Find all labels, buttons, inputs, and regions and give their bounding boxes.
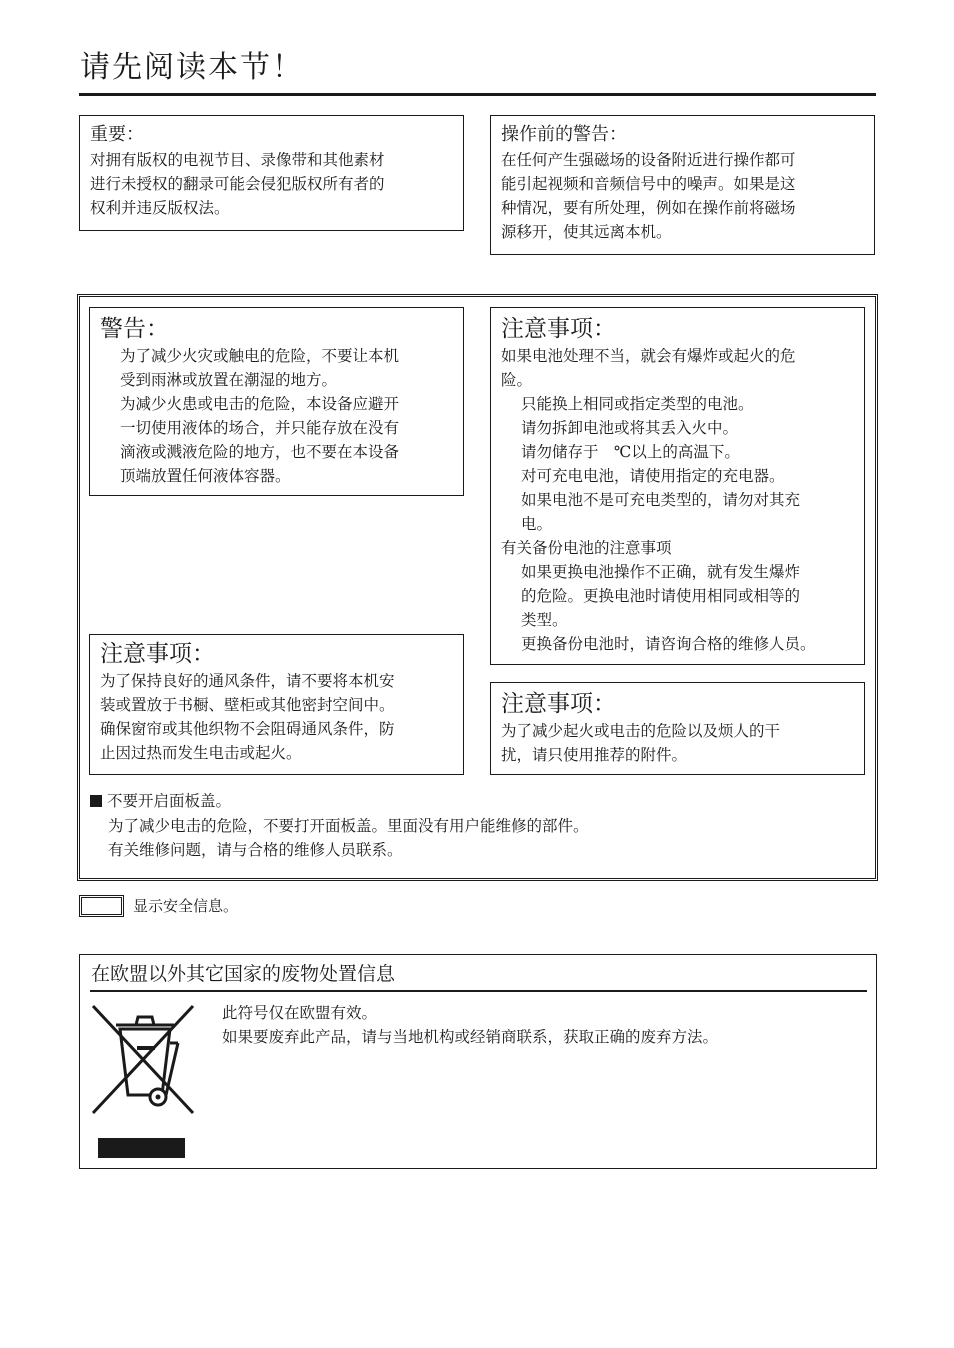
warning-line: 一切使用液体的场合，并只能存放在没有	[120, 419, 400, 437]
cover-line: 有关维修问题，请与合格的维修人员联系。	[108, 841, 403, 859]
battery-intro-line: 险。	[501, 371, 533, 389]
ventilation-line: 确保窗帘或其他织物不会阻碍通风条件，防	[100, 720, 395, 738]
disposal-heading-rule	[90, 990, 867, 992]
warning-line: 为减少火患或电击的危险，本设备应避开	[120, 395, 400, 413]
ventilation-line: 装或置放于书橱、壁柜或其他密封空间中。	[100, 696, 395, 714]
page-title: 请先阅读本节！	[80, 50, 304, 85]
important-notice-box	[79, 115, 464, 231]
battery-caution-heading: 注意事项：	[501, 316, 616, 342]
cover-heading: 不要开启面板盖。	[107, 792, 232, 810]
accessories-caution-box	[490, 682, 865, 775]
pre-operation-line: 在任何产生强磁场的设备附近进行操作都可	[501, 151, 796, 169]
backup-battery-heading: 有关备份电池的注意事项	[501, 539, 672, 557]
important-line: 对拥有版权的电视节目、录像带和其他素材	[90, 151, 385, 169]
pre-operation-line: 种情况，要有所处理，例如在操作前将磁场	[501, 199, 796, 217]
important-line: 权利并违反版权法。	[90, 199, 230, 217]
battery-intro-line: 如果电池处理不当，就会有爆炸或起火的危	[501, 347, 796, 365]
bin-underline-bar	[98, 1138, 185, 1158]
crossed-out-wheelie-bin-icon	[90, 1003, 198, 1119]
disposal-text	[222, 1001, 862, 1049]
ventilation-line: 止因过热而发生电击或起火。	[100, 744, 302, 762]
title-rule	[79, 93, 876, 96]
disposal-info-box	[79, 954, 877, 1169]
warning-line: 为了减少火灾或触电的危险，不要让本机	[120, 347, 400, 365]
warning-line: 滴液或溅液危险的地方，也不要在本设备	[120, 443, 400, 461]
warning-box	[89, 307, 464, 496]
cover-line: 为了减少电击的危险，不要打开面板盖。里面没有用户能维修的部件。	[108, 817, 589, 835]
battery-item: 请勿储存于 ℃以上的高温下。	[521, 443, 740, 461]
important-line: 进行未授权的翻录可能会侵犯版权所有者的	[90, 175, 385, 193]
backup-battery-item: 如果更换电池操作不正确，就有发生爆炸	[521, 563, 801, 581]
backup-battery-item: 类型。	[521, 611, 568, 629]
disposal-heading: 在欧盟以外其它国家的废物处置信息	[91, 963, 396, 985]
pre-operation-line: 能引起视频和音频信号中的噪声。如果是这	[501, 175, 796, 193]
pre-operation-heading: 操作前的警告：	[501, 124, 627, 145]
battery-item: 请勿拆卸电池或将其丢入火中。	[521, 419, 739, 437]
legend-text: 显示安全信息。	[133, 897, 239, 915]
pre-operation-line: 源移开，使其远离本机。	[501, 223, 672, 241]
warning-line: 顶端放置任何液体容器。	[120, 467, 291, 485]
backup-battery-item: 的危险。更换电池时请使用相同或相等的	[521, 587, 801, 605]
pre-operation-warning-box	[490, 115, 875, 255]
important-heading: 重要：	[90, 124, 144, 145]
ventilation-caution-heading: 注意事项：	[100, 641, 215, 667]
battery-item: 电。	[521, 515, 553, 533]
accessories-line: 扰，请只使用推荐的附件。	[501, 746, 688, 764]
square-bullet-icon	[90, 795, 102, 807]
ventilation-caution-box	[89, 634, 464, 775]
cover-warning-section	[90, 788, 860, 862]
accessories-line: 为了减少起火或电击的危险以及烦人的干	[501, 722, 781, 740]
backup-battery-item: 更换备份电池时，请咨询合格的维修人员。	[521, 635, 816, 653]
warning-line: 受到雨淋或放置在潮湿的地方。	[120, 371, 338, 389]
safety-info-symbol	[79, 895, 124, 917]
battery-item: 只能换上相同或指定类型的电池。	[521, 395, 754, 413]
disposal-line: 如果要废弃此产品，请与当地机构或经销商联系，获取正确的废弃方法。	[222, 1028, 719, 1046]
disposal-line: 此符号仅在欧盟有效。	[222, 1004, 378, 1022]
battery-item: 对可充电电池，请使用指定的充电器。	[521, 467, 785, 485]
accessories-caution-heading: 注意事项：	[501, 691, 616, 717]
warning-heading: 警告：	[100, 316, 169, 342]
battery-item: 如果电池不是可充电类型的，请勿对其充	[521, 491, 801, 509]
battery-caution-box	[490, 307, 865, 665]
ventilation-line: 为了保持良好的通风条件，请不要将本机安	[100, 672, 395, 690]
